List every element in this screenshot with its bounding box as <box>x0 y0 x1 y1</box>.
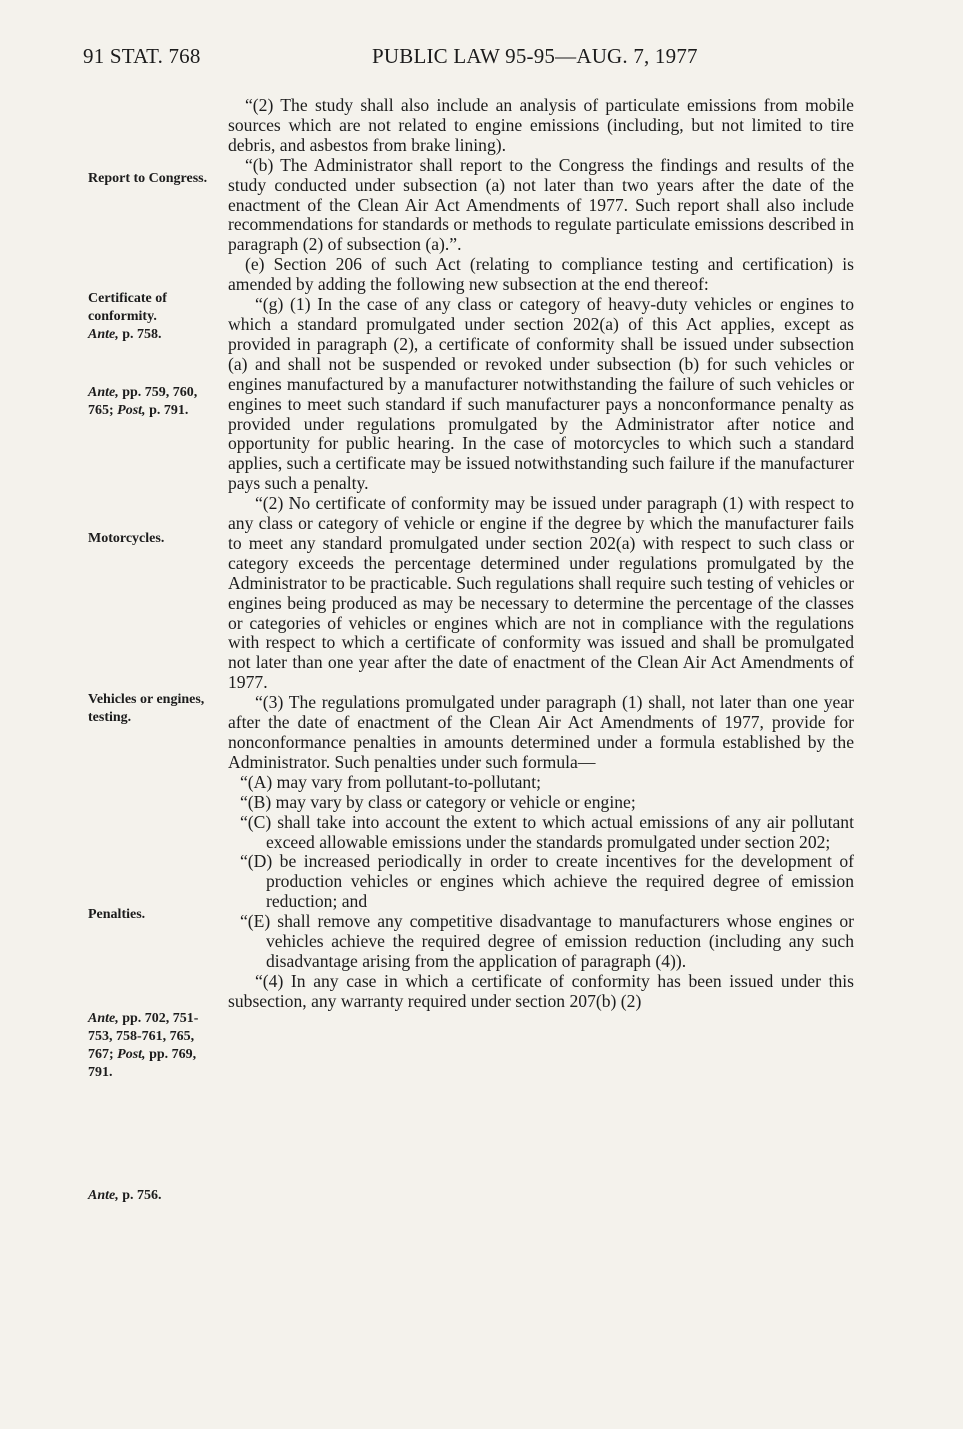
margin-note-text: Penalties. <box>88 907 146 922</box>
margin-note-report <box>88 170 218 188</box>
margin-note-ref: pp. 702, 751-753, 758-761, 765, 767; <box>88 1011 199 1062</box>
margin-note-ref-italic: Post, <box>117 403 146 418</box>
margin-note-ref-italic: Ante, <box>88 1011 119 1026</box>
page-header-title: PUBLIC LAW 95-95—AUG. 7, 1977 <box>372 44 698 68</box>
margin-note-text: Vehicles or engines, testing. <box>88 692 205 725</box>
margin-note-ref: pp. 759, 760, 765; <box>88 385 198 418</box>
clause-d: “(D) be increased periodically in order to create incentives for the development of production vehicles or engines which achieve the required degree of emission reduction; and <box>240 851 854 912</box>
subsection-e-amendment: (e) Section 206 of such Act (relating to compliance testing and certification) is amended by adding the following new subsection at the end thereof: <box>228 254 854 295</box>
margin-note-ref: p. 756. <box>118 1188 162 1203</box>
margin-note-ref: p. 758. <box>118 327 162 342</box>
margin-note-text: Certificate of conformity. <box>88 291 167 324</box>
subsection-b-report: “(b) The Administrator shall report to the Congress the findings and results of the study conducted under subsection (a) not later than two years after the date of the enactment of the Clean Air Act Amendments of 1977. Such report shall also include recommendations for standards or methods to regulate particulate emissions described in paragraph (2) of subsection (a).”. <box>228 154 854 255</box>
margin-note-ante-756 <box>88 1187 218 1205</box>
margin-note-ante-759 <box>88 384 218 420</box>
margin-note-testing <box>88 691 218 727</box>
margin-note-text: Report to Congress. <box>88 171 208 186</box>
subsection-g-3: “(3) The regulations promulgated under paragraph (1) shall, not later than one year after the date of enactment of the Clean Air Act Amendments of 1977, provide for nonconformance penalties in amounts determined under a formula established by the Administrator. Such penalties under such formula— <box>228 692 854 772</box>
page-stat-number: 91 STAT. 768 <box>83 44 201 68</box>
clause-e: “(E) shall remove any competitive disadvantage to manufacturers whose engines or vehicles achieve the required degree of emission reduction (including any such disadvantage arising from the application of paragraph (4)). <box>240 911 854 971</box>
margin-note-certificate <box>88 290 218 344</box>
statute-body <box>228 96 854 1012</box>
subsection-g-1: “(g) (1) In the case of any class or category of heavy-duty vehicles or engines to which a standard promulgated under section 202(a) of this Act applies, except as provided in paragraph (2), a certificate of conformity shall be issued under subsection (a) and shall not be suspended or revoked under subsection (b) for such vehicles or engines manufactured by a manufacturer notwithstanding the failure of such vehicles or engines to meet such standard if such manufacturer pays a nonconformance penalty as provided under regulations promulgated by the Administrator after notice and opportunity for public hearing. In the case of motorcycles to which such a standard applies, such a certificate may be issued notwithstanding such failure if the manufacturer pays such a penalty. <box>228 294 854 494</box>
margin-note-ref: pp. 769, 791. <box>88 1047 197 1080</box>
margin-note-ante-702 <box>88 1010 218 1082</box>
subsection-g-4: “(4) In any case in which a certificate of conformity has been issued under this subsection, any warranty required under section 207(b) (2) <box>228 970 854 1011</box>
margin-note-penalties <box>88 906 218 924</box>
clause-a: “(A) may vary from pollutant-to-pollutant; <box>240 771 541 792</box>
subsection-g-2: “(2) No certificate of conformity may be issued under paragraph (1) with respect to any class or category of vehicle or engine if the degree by which the manufacturer fails to meet any standard promulgated under section 202(a) with respect to such class or category exceeds the percentage determined under regulations promulgated by the Administrator to be practicable. Such regulations shall require such testing of vehicles or engines being produced as may be necessary to determine the percentage of the classes or categories of vehicles or engines which are not in compliance with the regulations with respect to which a certificate of conformity was issued and shall be promulgated not later than one year after the date of enactment of the Clean Air Act Amendments of 1977. <box>228 493 854 693</box>
margin-note-ref-italic: Post, <box>117 1047 146 1062</box>
paragraph-2-study: “(2) The study shall also include an analysis of particulate emissions from mobile sources which are not related to engine emissions (including, but not limited to tire debris, and asbestos from brake lining). <box>228 95 854 155</box>
clause-b: “(B) may vary by class or category or vehicle or engine; <box>240 791 636 812</box>
margin-note-ref: p. 791. <box>145 403 189 418</box>
margin-note-ref-italic: Ante, <box>88 385 119 400</box>
margin-note-motorcycles <box>88 530 218 548</box>
margin-note-ref-italic: Ante, <box>88 327 119 342</box>
margin-note-text: Motorcycles. <box>88 531 165 546</box>
clause-c: “(C) shall take into account the extent to which actual emissions of any air pollutant exceed allowable emissions under the standards promulgated under section 202; <box>240 811 854 852</box>
margin-note-ref-italic: Ante, <box>88 1188 119 1203</box>
